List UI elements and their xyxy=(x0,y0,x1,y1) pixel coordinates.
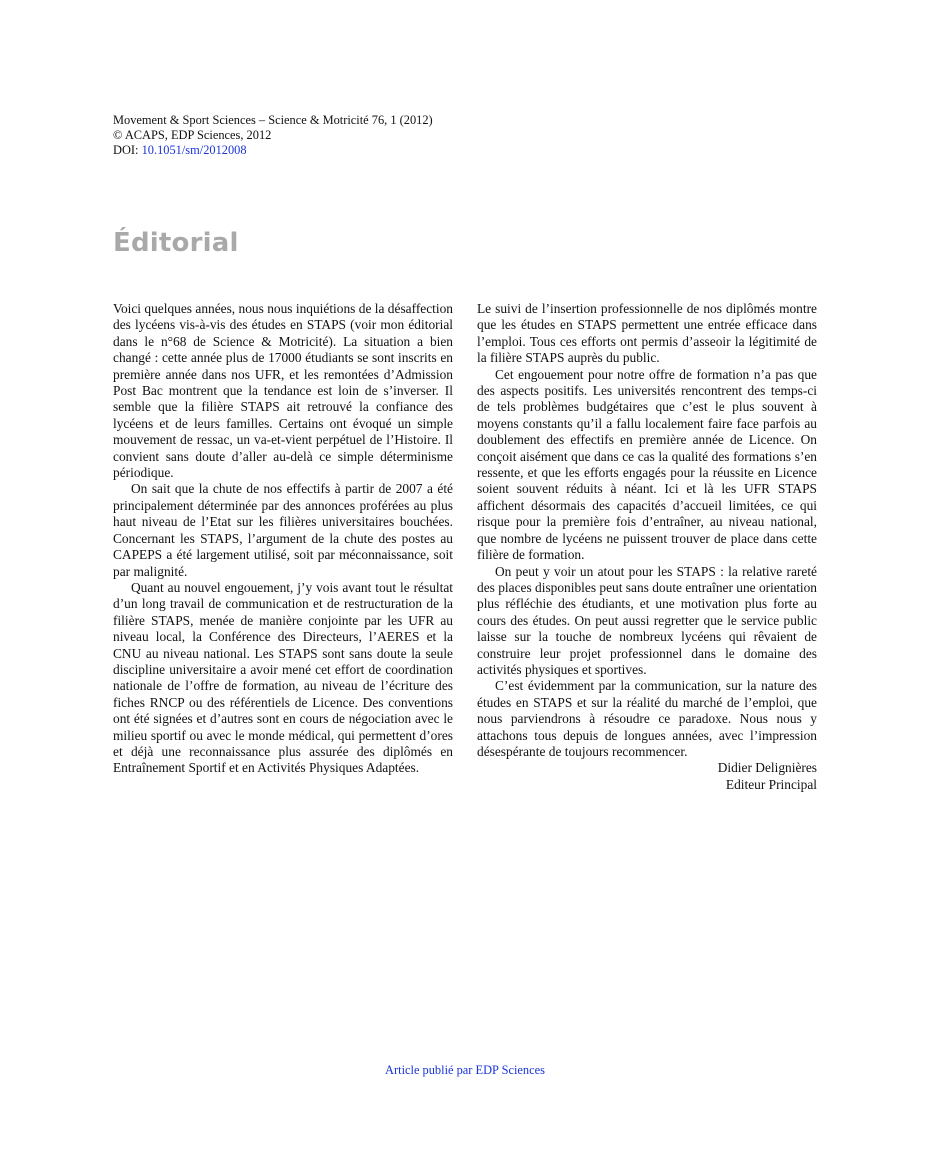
signature-role: Editeur Principal xyxy=(725,776,817,792)
journal-citation: Movement & Sport Sciences – Science & Motricité 76, 1 (2012) xyxy=(113,113,433,127)
signature-name: Didier Delignières xyxy=(717,760,817,776)
page-title: Éditorial xyxy=(113,228,239,258)
doi-label: DOI: xyxy=(113,143,142,158)
paragraph: On sait que la chute de nos effectifs à partir de 2007 a été principalement déterminée par des annonces proférées au plus haut niveau de l’Etat sur les filières universitaires bouchées. Concernant les STAPS, l’argument de la chute des postes au CAPEPS a été largement utilisé, soit par méconnaissance, soit par malignité. xyxy=(113,481,453,579)
doi-line xyxy=(113,143,433,158)
publisher-footer-link[interactable]: Article publié par EDP Sciences xyxy=(385,1063,545,1077)
paragraph: Le suivi de l’insertion professionnelle de nos diplômés montre que les études en STAPS permettent une entrée efficace dans l’emploi. Tous ces efforts ont permis d’asseoir la légitimité de la filière STAPS auprès du public. xyxy=(477,301,817,366)
article-header xyxy=(113,113,433,159)
doi-link[interactable]: 10.1051/sm/2012008 xyxy=(141,143,247,158)
paragraph: Voici quelques années, nous nous inquiétions de la désaffection des lycéens vis-à-vis des études en STAPS (voir mon éditorial dans le n°68 de Science & Motricité). La situation a bien changé : cette année plus de 17000 étudiants se sont inscrits en première année dans nos UFR, et les remontées d’Admission Post Bac montrent que la tendance est loin de s’inverser. Il semble que la filière STAPS ait retrouvé la confiance des lycéens et de leurs familles. Certains ont évoqué un simple mouvement de ressac, un va-et-vient perpétuel de l’Histoire. Il convient sans doute d’aller au-delà ce simple déterminisme périodique. xyxy=(113,301,453,481)
paragraph: On peut y voir un atout pour les STAPS : la relative rareté des places disponibles peut sans doute entraîner une orientation plus réfléchie des étudiants, et une motivation plus forte au cours des études. On peut aussi regretter que le service public laisse sur la touche de nombreux lycéens qui rêvaient de construire leur projet professionnel dans le domaine des activités physiques et sportives. xyxy=(477,563,817,677)
left-column xyxy=(113,301,453,777)
paragraph: C’est évidemment par la communication, sur la nature des études en STAPS et sur la réalité du marché de l’emploi, que nous parviendrons à résoudre ce paradoxe. Nous nous y attachons tous depuis de longues années, avec l’impression désespérante de toujours recommencer. xyxy=(477,678,817,759)
copyright-line: © ACAPS, EDP Sciences, 2012 xyxy=(113,128,272,143)
paragraph: Cet engouement pour notre offre de formation n’a pas que des aspects positifs. Les universités rencontrent des temps-ci de tels problèmes budgétaires que c’est le plus souvent à moyens constants qu’il a fallu localement faire face parfois au doublement des effectifs en première année de Licence. On conçoit aisément que dans ce cas la qualité des formations s’en ressente, et que les efforts engagés pour la réussite en Licence soient souvent réduits à néant. Ici et là les UFR STAPS affichent désormais des capacités d’accueil limitées, ce qui risque pour la première fois d’entraîner, au niveau national, que nombre de lycéens ne puissent trouver de place dans cette filière de formation. xyxy=(477,366,817,563)
right-column xyxy=(477,301,817,793)
paragraph: Quant au nouvel engouement, j’y vois avant tout le résultat d’un long travail de communication et de restructuration de la filière STAPS, menée de manière conjointe par les UFR au niveau local, la Conférence des Directeurs, l’AERES et la CNU au niveau national. Les STAPS sont sans doute la seule discipline universitaire a avoir mené cet effort de coordination nationale de l’offre de formation, au niveau de l’écriture des fiches RNCP ou des référentiels de Licence. Des conventions ont été signées et d’autres sont en cours de négociation avec le milieu sportif ou avec le monde médical, qui permettent d’ores et déjà une reconnaissance plus assurée des diplômés en Entraînement Sportif et en Activités Physiques Adaptées. xyxy=(113,579,453,776)
